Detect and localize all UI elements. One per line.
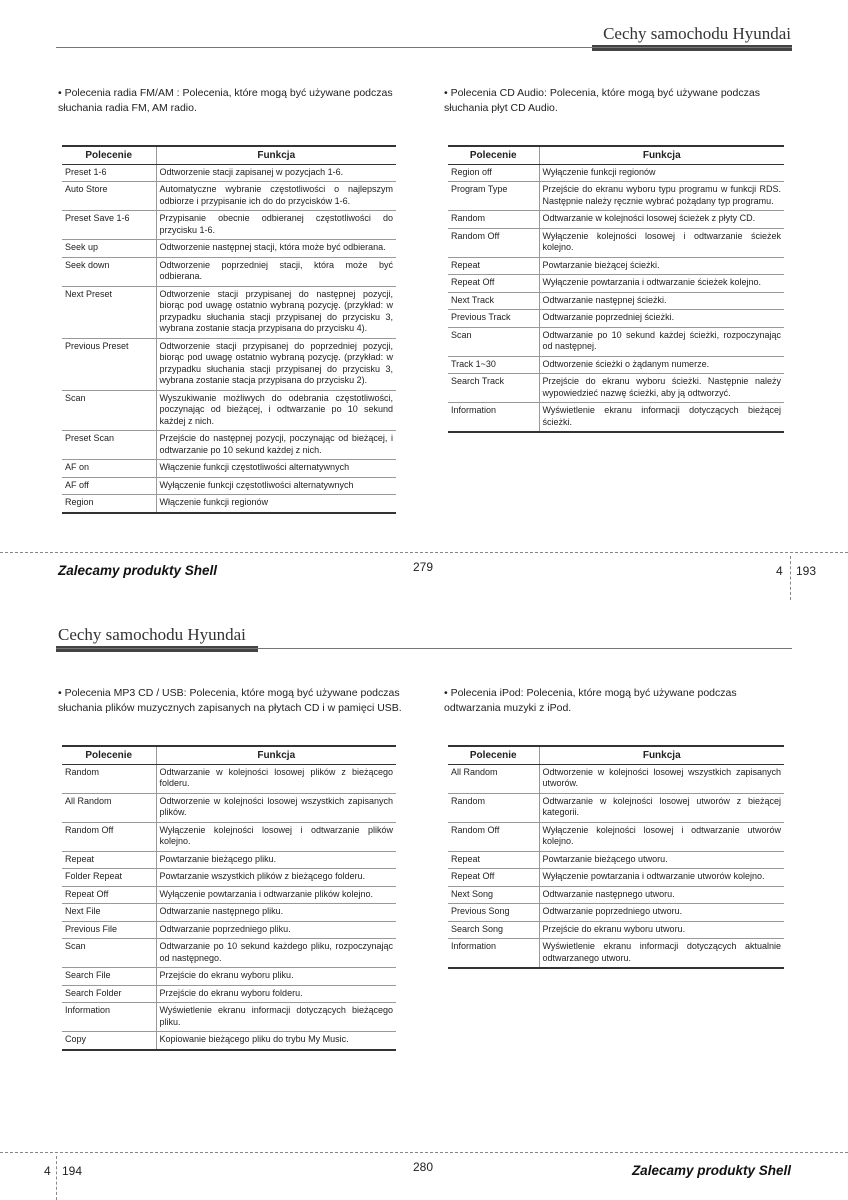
table-row [62,477,396,495]
function-cell: Wyświetlenie ekranu informacji dotyczących bieżącego pliku. [156,1003,396,1032]
command-cell: Folder Repeat [62,869,156,887]
function-cell: Wyświetlenie ekranu informacji dotyczących bieżącej ścieżki. [539,403,784,433]
command-cell: Preset Scan [62,431,156,460]
function-cell: Automatyczne wybranie częstotliwości o najlepszym odbiorze i przypisanie ich do do przycisków 1-6. [156,182,396,211]
page1-section-number: 4 [776,564,783,578]
command-cell: Random Off [62,822,156,851]
page2-page-number-divider [56,1156,57,1200]
command-cell: Random [448,211,539,229]
function-cell: Wyłączenie funkcji regionów [539,164,784,182]
command-cell: Repeat [62,851,156,869]
function-cell: Odtwarzanie następnej ścieżki. [539,292,784,310]
table-row [448,292,784,310]
table-row [62,793,396,822]
function-cell: Wyszukiwanie możliwych do odebrania częstotliwości, poczynając od bieżącej, i odtwarzanie po 10 sekund każdej z nich. [156,390,396,431]
table-row [62,182,396,211]
table-row [62,257,396,286]
function-cell: Powtarzanie wszystkich plików z bieżącego folderu. [156,869,396,887]
page1-page-number-divider [790,556,791,600]
table-row [448,921,784,939]
table-row [62,164,396,182]
page-separator-dashed-line [0,552,848,553]
column-header-function: Funkcja [156,146,396,164]
command-cell: Search Folder [62,985,156,1003]
function-cell: Wyłączenie powtarzania i odtwarzanie ścieżek kolejno. [539,275,784,293]
page2-section-number: 4 [44,1164,51,1178]
function-cell: Odtworzenie w kolejności losowej wszystkich zapisanych plików. [156,793,396,822]
page1-header-thin-rule [56,47,792,48]
command-cell: Previous Track [448,310,539,328]
table-row [62,921,396,939]
command-cell: All Random [62,793,156,822]
function-cell: Kopiowanie bieżącego pliku do trybu My Music. [156,1032,396,1050]
command-cell: Search File [62,968,156,986]
command-cell: AF on [62,460,156,478]
function-cell: Odtwarzanie poprzedniej ścieżki. [539,310,784,328]
command-cell: Scan [62,939,156,968]
function-cell: Odtworzenie stacji przypisanej do następnej pozycji, biorąc pod uwagę ostatnio wybraną pozycję. (przykład: w przypadku słuchania stacji przypisanej do przycisku 3, wybrana zostanie stacja przypisana do przycisku 4). [156,286,396,338]
function-cell: Odtwarzanie poprzedniego pliku. [156,921,396,939]
table-row [448,793,784,822]
command-cell: Region [62,495,156,513]
command-cell: Next Preset [62,286,156,338]
table-row [448,403,784,433]
table-row [62,822,396,851]
command-cell: Next Track [448,292,539,310]
function-cell: Przejście do następnej pozycji, poczynając od bieżącej, i odtwarzanie po 10 sekund każdej z nich. [156,431,396,460]
table-row [62,211,396,240]
command-cell: Information [448,939,539,969]
page1-page-number: 193 [796,564,817,578]
function-cell: Odtwarzanie następnego pliku. [156,904,396,922]
column-header-command: Polecenie [448,146,539,164]
command-cell: Repeat [448,851,539,869]
table-row [448,869,784,887]
command-cell: Copy [62,1032,156,1050]
function-cell: Odtwarzanie po 10 sekund każdego pliku, rozpoczynając od następnego. [156,939,396,968]
table-row [448,356,784,374]
function-cell: Wyłączenie funkcji częstotliwości alternatywnych [156,477,396,495]
function-cell: Odtworzenie stacji zapisanej w pozycjach 1-6. [156,164,396,182]
page2-header-rule [56,646,258,652]
table-row [448,327,784,356]
function-cell: Wyłączenie powtarzania i odtwarzanie utworów kolejno. [539,869,784,887]
command-cell: Random [448,793,539,822]
command-cell: Random Off [448,228,539,257]
table-header-row [448,146,784,164]
page1-header-title: Cechy samochodu Hyundai [603,24,791,43]
table-row [62,851,396,869]
table-row [62,240,396,258]
table-row [62,1032,396,1050]
page1-left-intro: • Polecenia radia FM/AM : Polecenia, które mogą być używane podczas słuchania radia FM, AM radio. [58,87,393,114]
function-cell: Wyłączenie kolejności losowej i odtwarzanie utworów kolejno. [539,822,784,851]
command-cell: Preset 1-6 [62,164,156,182]
table-row [62,886,396,904]
table-row [448,182,784,211]
command-cell: Seek down [62,257,156,286]
function-cell: Powtarzanie bieżącej ścieżki. [539,257,784,275]
command-cell: Seek up [62,240,156,258]
function-cell: Przypisanie obecnie odbieranej częstotliwości do przycisku 1-6. [156,211,396,240]
table-row [62,985,396,1003]
table-row [448,164,784,182]
page1-header-rule [592,45,792,51]
table-row [448,211,784,229]
function-cell: Odtworzenie stacji przypisanej do poprzedniej pozycji, biorąc pod uwagę ostatnio wybraną pozycję. (przykład: w przypadku słuchania stacji przypisanej do przycisku 3, wybrana zostanie stacja przypisana do przycisku 2). [156,338,396,390]
column-header-function: Funkcja [539,146,784,164]
table-row [62,904,396,922]
table-row [62,390,396,431]
function-cell: Przejście do ekranu wyboru pliku. [156,968,396,986]
function-cell: Przejście do ekranu wyboru utworu. [539,921,784,939]
page2-footer-center-page-number: 280 [413,1160,434,1174]
function-cell: Odtworzenie ścieżki o żądanym numerze. [539,356,784,374]
table-row [62,495,396,513]
command-cell: Repeat Off [448,869,539,887]
page2-header-thin-rule [56,648,792,649]
function-cell: Odtwarzanie po 10 sekund każdej ścieżki, rozpoczynając od następnej. [539,327,784,356]
table-row [62,1003,396,1032]
function-cell: Odtwarzanie w kolejności losowej utworów z bieżącej kategorii. [539,793,784,822]
function-cell: Odtwarzanie następnego utworu. [539,886,784,904]
command-cell: Search Song [448,921,539,939]
function-cell: Wyłączenie kolejności losowej i odtwarzanie plików kolejno. [156,822,396,851]
page2-footer-dashed-line [0,1152,848,1153]
page1-footer-brand: Zalecamy produkty Shell [58,563,218,578]
page1-fm-am-commands-table [62,145,396,514]
command-cell: Next File [62,904,156,922]
command-cell: Preset Save 1-6 [62,211,156,240]
command-cell: Next Song [448,886,539,904]
table-row [448,939,784,969]
table-row [62,968,396,986]
command-cell: Random [62,764,156,793]
function-cell: Odtworzenie w kolejności losowej wszystkich zapisanych utworów. [539,764,784,793]
command-cell: Repeat Off [62,886,156,904]
function-cell: Wyłączenie powtarzania i odtwarzanie plików kolejno. [156,886,396,904]
table-row [448,822,784,851]
function-cell: Włączenie funkcji regionów [156,495,396,513]
table-row [448,904,784,922]
table-row [62,869,396,887]
function-cell: Powtarzanie bieżącego pliku. [156,851,396,869]
page2-left-intro: • Polecenia MP3 CD / USB: Polecenia, które mogą być używane podczas słuchania plików muzycznych zapisanych na płytach CD i w pamięci USB. [58,687,402,714]
page1-footer-center-page-number: 279 [413,560,434,574]
table-row [62,431,396,460]
table-row [62,939,396,968]
command-cell: Previous Preset [62,338,156,390]
command-cell: Scan [448,327,539,356]
column-header-command: Polecenie [448,746,539,764]
function-cell: Odtwarzanie poprzedniego utworu. [539,904,784,922]
function-cell: Powtarzanie bieżącego utworu. [539,851,784,869]
column-header-command: Polecenie [62,146,156,164]
function-cell: Odtworzenie poprzedniej stacji, która może być odbierana. [156,257,396,286]
table-row [448,886,784,904]
command-cell: Track 1~30 [448,356,539,374]
command-cell: AF off [62,477,156,495]
command-cell: Repeat [448,257,539,275]
page2-right-intro: • Polecenia iPod: Polecenia, które mogą być używane podczas odtwarzania muzyki z iPod. [444,687,737,714]
function-cell: Przejście do ekranu wyboru ścieżki. Następnie należy wypowiedzieć nazwę ścieżki, aby ją odtworzyć. [539,374,784,403]
function-cell: Wyłączenie kolejności losowej i odtwarzanie ścieżek kolejno. [539,228,784,257]
command-cell: Information [448,403,539,433]
page2-ipod-commands-table [448,745,784,969]
function-cell: Odtworzenie następnej stacji, która może być odbierana. [156,240,396,258]
page2-header-title: Cechy samochodu Hyundai [58,625,246,644]
table-row [62,338,396,390]
function-cell: Przejście do ekranu wyboru typu programu w funkcji RDS. Następnie należy ręcznie wybrać pożądany typ programu. [539,182,784,211]
command-cell: Scan [62,390,156,431]
table-row [448,310,784,328]
table-header-row [62,746,396,764]
command-cell: Auto Store [62,182,156,211]
table-row [448,851,784,869]
command-cell: Repeat Off [448,275,539,293]
table-row [448,257,784,275]
table-row [62,286,396,338]
page1-right-intro: • Polecenia CD Audio: Polecenia, które mogą być używane podczas słuchania płyt CD Audio. [444,87,760,114]
function-cell: Odtwarzanie w kolejności losowej ścieżek z płyty CD. [539,211,784,229]
table-row [448,228,784,257]
page2-mp3-usb-commands-table [62,745,396,1051]
table-row [62,460,396,478]
command-cell: Random Off [448,822,539,851]
page2-page-number: 194 [62,1164,83,1178]
page1-cd-audio-commands-table [448,145,784,433]
page2-footer-brand: Zalecamy produkty Shell [631,1163,791,1178]
command-cell: Program Type [448,182,539,211]
function-cell: Włączenie funkcji częstotliwości alternatywnych [156,460,396,478]
function-cell: Wyświetlenie ekranu informacji dotyczących aktualnie odtwarzanego utworu. [539,939,784,969]
column-header-function: Funkcja [539,746,784,764]
command-cell: Region off [448,164,539,182]
table-header-row [448,746,784,764]
table-row [448,374,784,403]
column-header-function: Funkcja [156,746,396,764]
command-cell: Information [62,1003,156,1032]
table-row [448,275,784,293]
table-header-row [62,146,396,164]
function-cell: Przejście do ekranu wyboru folderu. [156,985,396,1003]
command-cell: All Random [448,764,539,793]
command-cell: Search Track [448,374,539,403]
function-cell: Odtwarzanie w kolejności losowej plików z bieżącego folderu. [156,764,396,793]
column-header-command: Polecenie [62,746,156,764]
table-row [62,764,396,793]
command-cell: Previous File [62,921,156,939]
table-row [448,764,784,793]
command-cell: Previous Song [448,904,539,922]
